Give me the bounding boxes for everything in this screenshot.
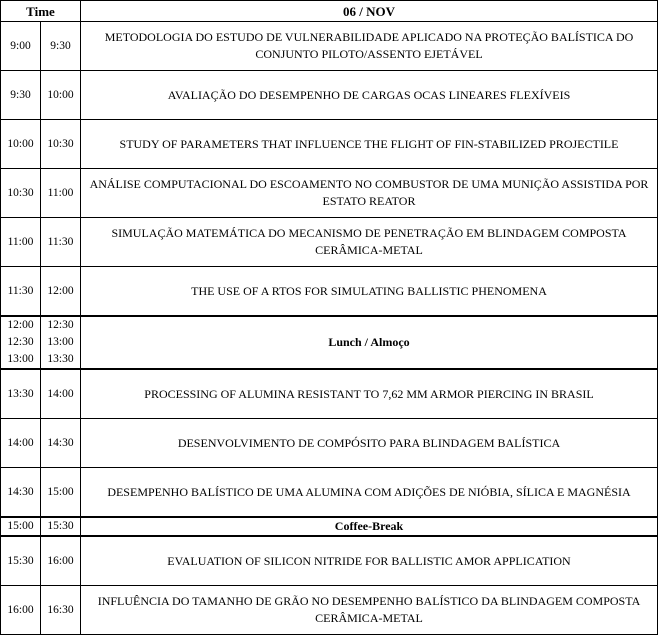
start-time: 14:30 xyxy=(1,468,41,518)
session-title: METODOLOGIA DO ESTUDO DE VULNERABILIDADE APLICADO NA PROTEÇÃO BALÍSTICA DO CONJUNTO PILOTO/ASSENTO EJETÁVEL xyxy=(81,22,658,71)
start-time: 14:00 xyxy=(1,419,41,468)
end-time: 10:00 xyxy=(41,71,81,120)
end-time: 11:00 xyxy=(41,169,81,218)
start-time: 12:00 xyxy=(7,319,34,331)
end-time: 16:30 xyxy=(41,586,81,635)
coffee-label: Coffee-Break xyxy=(81,517,658,536)
start-time: 9:00 xyxy=(1,22,41,71)
table-row xyxy=(1,536,658,586)
start-time: 15:30 xyxy=(1,536,41,586)
session-title: SIMULAÇÃO MATEMÁTICA DO MECANISMO DE PENETRAÇÃO EM BLINDAGEM COMPOSTA CERÂMICA-METAL xyxy=(81,218,658,267)
lunch-row xyxy=(1,316,658,369)
start-time: 11:00 xyxy=(1,218,41,267)
start-time: 13:00 xyxy=(7,353,34,365)
start-time: 15:00 xyxy=(1,517,41,536)
table-row xyxy=(1,586,658,635)
session-title: AVALIAÇÃO DO DESEMPENHO DE CARGAS OCAS LINEARES FLEXÍVEIS xyxy=(81,71,658,120)
end-time: 15:00 xyxy=(41,468,81,518)
table-row xyxy=(1,468,658,518)
lunch-label: Lunch / Almoço xyxy=(81,316,658,369)
start-time: 16:00 xyxy=(1,586,41,635)
end-time: 13:00 xyxy=(47,336,74,348)
start-time: 12:30 xyxy=(7,336,34,348)
table-row xyxy=(1,419,658,468)
start-time: 10:00 xyxy=(1,120,41,169)
end-time: 12:30 xyxy=(47,319,74,331)
end-time: 16:00 xyxy=(41,536,81,586)
start-time: 10:30 xyxy=(1,169,41,218)
session-title: PROCESSING OF ALUMINA RESISTANT TO 7,62 MM ARMOR PIERCING IN BRASIL xyxy=(81,369,658,419)
table-row xyxy=(1,71,658,120)
session-title: INFLUÊNCIA DO TAMANHO DE GRÃO NO DESEMPENHO BALÍSTICO DA BLINDAGEM COMPOSTA CERÂMICA-METAL xyxy=(81,586,658,635)
lunch-start-times xyxy=(1,316,41,369)
start-time: 11:30 xyxy=(1,267,41,317)
session-title: THE USE OF A RTOS FOR SIMULATING BALLISTIC PHENOMENA xyxy=(81,267,658,317)
start-time: 9:30 xyxy=(1,71,41,120)
end-time: 10:30 xyxy=(41,120,81,169)
table-row xyxy=(1,22,658,71)
end-time: 11:30 xyxy=(41,218,81,267)
session-title: DESEMPENHO BALÍSTICO DE UMA ALUMINA COM ADIÇÕES DE NIÓBIA, SÍLICA E MAGNÉSIA xyxy=(81,468,658,518)
end-time: 15:30 xyxy=(41,517,81,536)
session-title: STUDY OF PARAMETERS THAT INFLUENCE THE FLIGHT OF FIN-STABILIZED PROJECTILE xyxy=(81,120,658,169)
end-time: 14:30 xyxy=(41,419,81,468)
date-header: 06 / NOV xyxy=(81,1,658,22)
time-header: Time xyxy=(1,1,81,22)
end-time: 9:30 xyxy=(41,22,81,71)
end-time: 12:00 xyxy=(41,267,81,317)
session-title: DESENVOLVIMENTO DE COMPÓSITO PARA BLINDAGEM BALÍSTICA xyxy=(81,419,658,468)
session-title: EVALUATION OF SILICON NITRIDE FOR BALLISTIC AMOR APPLICATION xyxy=(81,536,658,586)
header-row xyxy=(1,1,658,22)
table-row xyxy=(1,369,658,419)
session-title: ANÁLISE COMPUTACIONAL DO ESCOAMENTO NO COMBUSTOR DE UMA MUNIÇÃO ASSISTIDA POR ESTATO REATOR xyxy=(81,169,658,218)
table-row xyxy=(1,267,658,317)
lunch-end-times xyxy=(41,316,81,369)
end-time: 14:00 xyxy=(41,369,81,419)
end-time: 13:30 xyxy=(47,353,74,365)
table-row xyxy=(1,218,658,267)
start-time: 13:30 xyxy=(1,369,41,419)
table-row xyxy=(1,120,658,169)
table-row xyxy=(1,169,658,218)
coffee-row xyxy=(1,517,658,536)
